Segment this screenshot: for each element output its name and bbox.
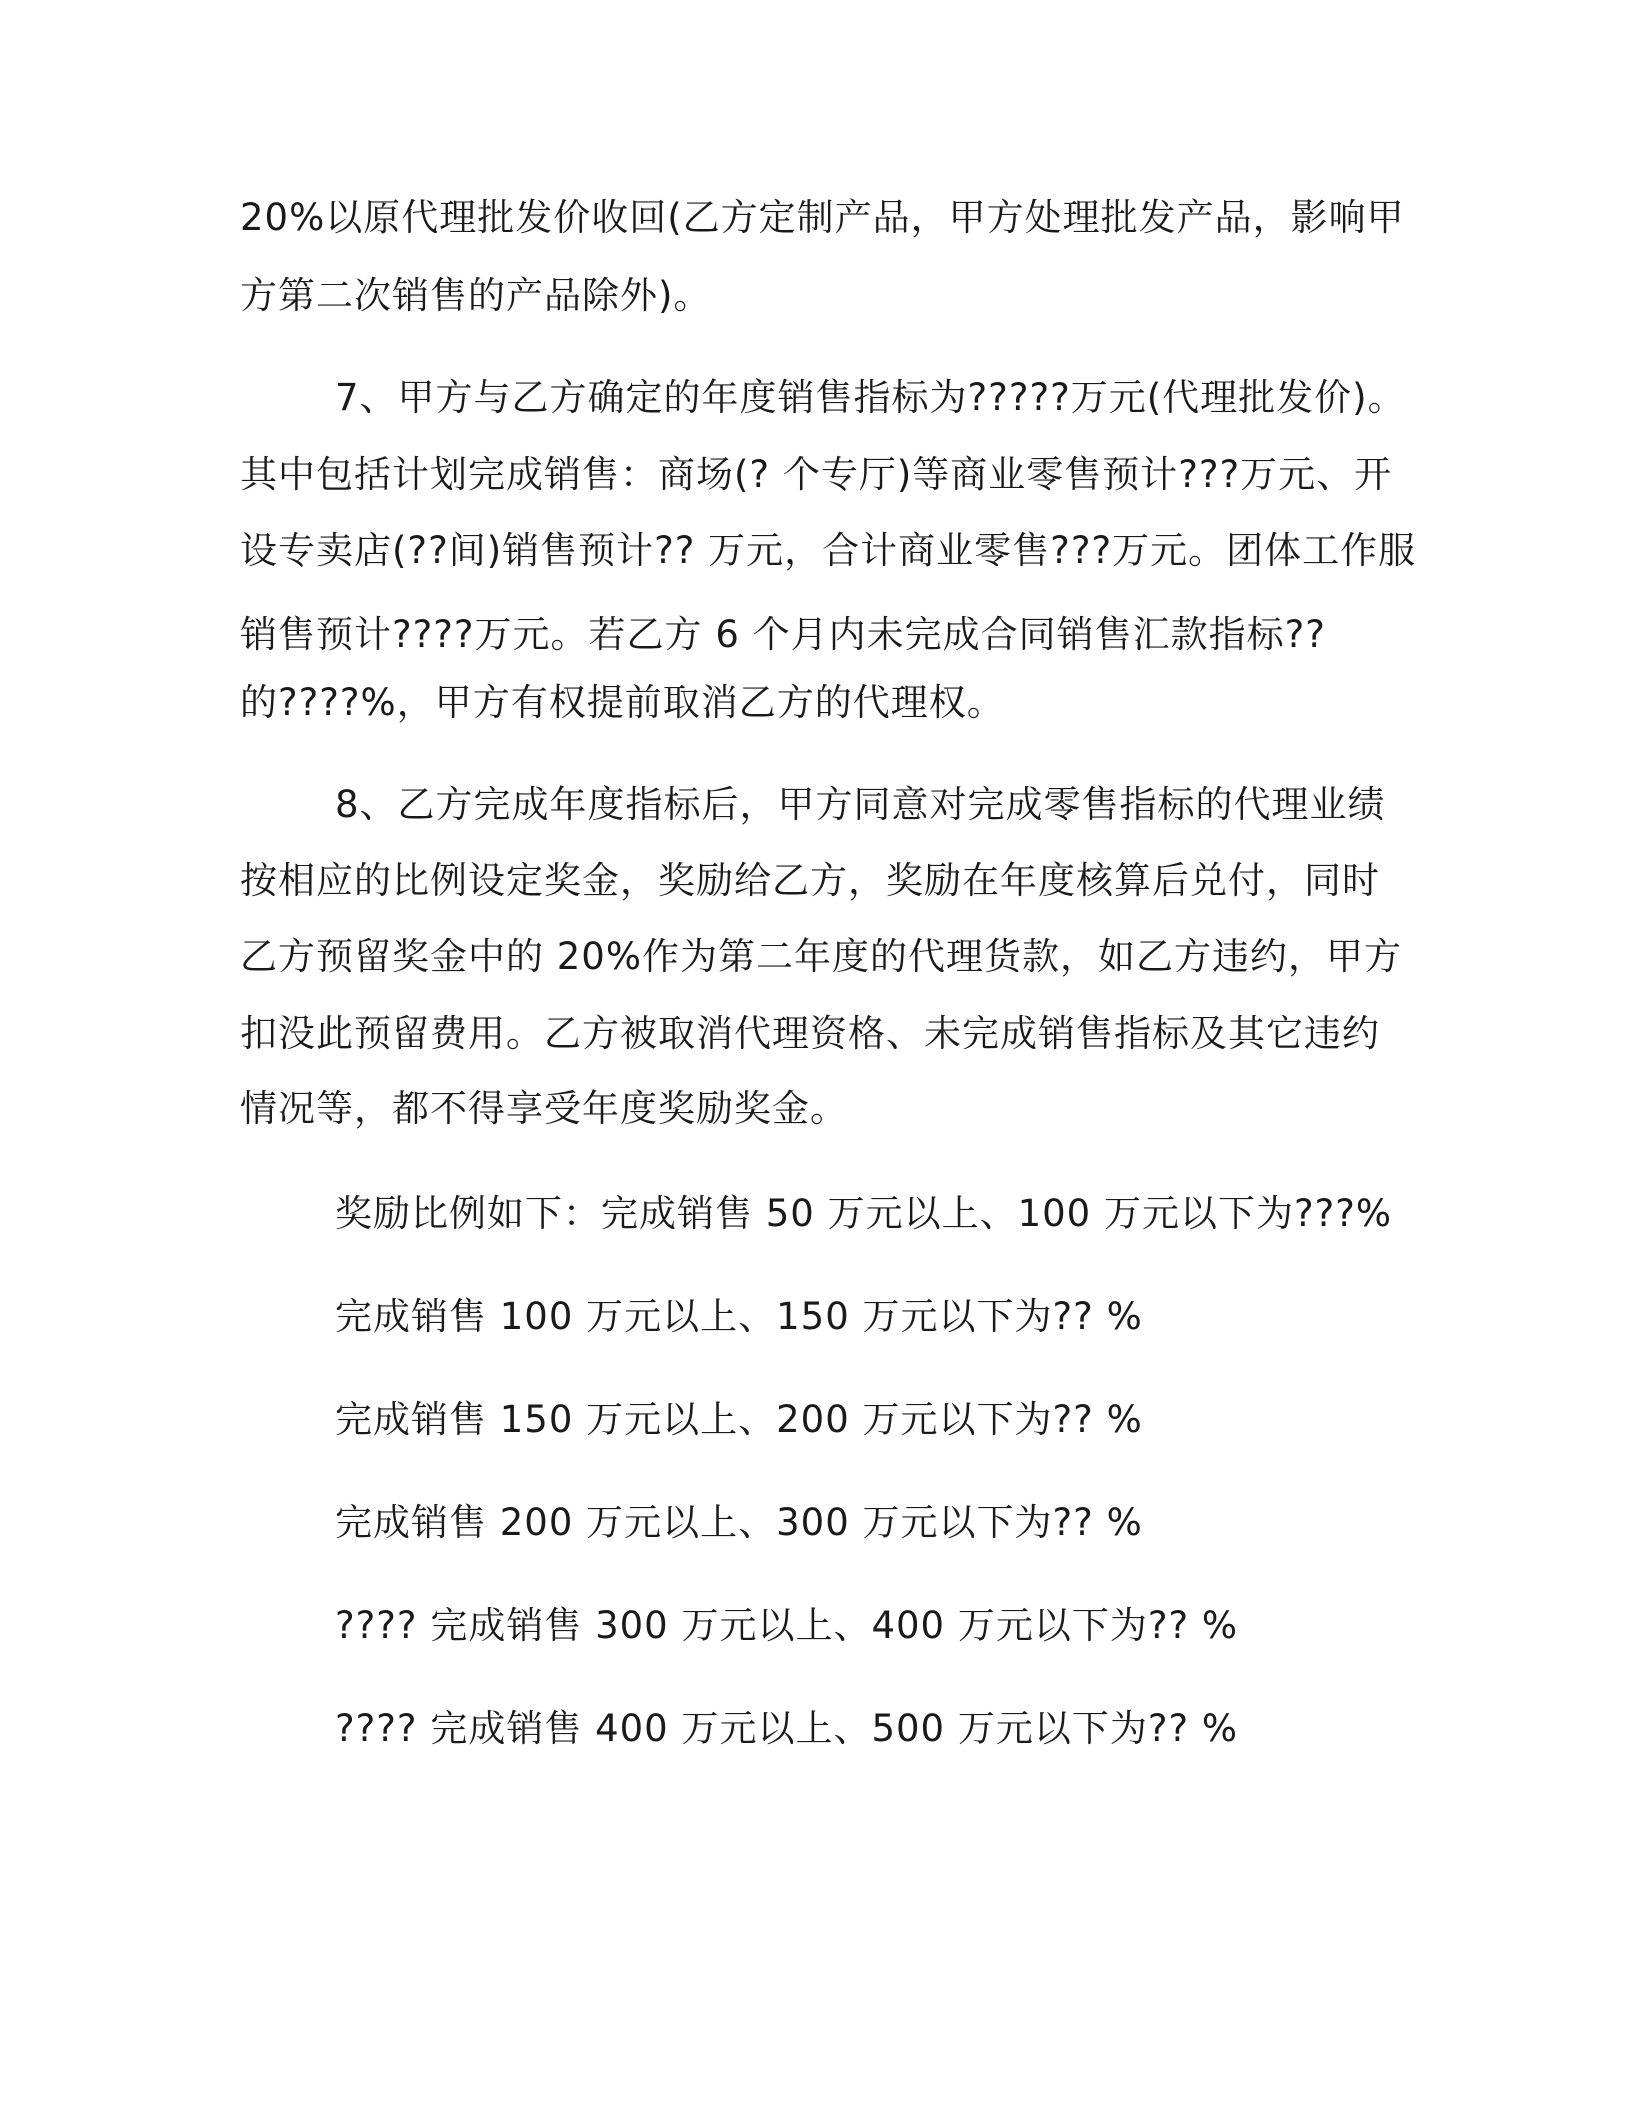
clause-8-heading-line: 8、乙方完成年度指标后，甲方同意对完成零售指标的代理业绩 [335,783,1386,826]
reward-ratio-line: ???? 完成销售 400 万元以上、500 万元以下为?? % [335,1707,1239,1750]
paragraph-line: 其中包括计划完成销售：商场(? 个专厅)等商业零售预计???万元、开 [240,453,1393,496]
paragraph-line: 的????%，甲方有权提前取消乙方的代理权。 [240,681,1005,724]
paragraph-line: 情况等，都不得享受年度奖励奖金。 [240,1087,848,1130]
reward-ratio-line: 完成销售 200 万元以上、300 万元以下为?? % [335,1501,1143,1544]
paragraph-line: 销售预计????万元。若乙方 6 个月内未完成合同销售汇款指标?? [240,613,1326,656]
reward-ratio-line: 奖励比例如下：完成销售 50 万元以上、100 万元以下为???% [335,1192,1393,1235]
paragraph-line: 扣没此预留费用。乙方被取消代理资格、未完成销售指标及其它违约 [240,1012,1380,1055]
paragraph-line: 乙方预留奖金中的 20%作为第二年度的代理货款，如乙方违约，甲方 [240,935,1402,978]
reward-ratio-line: ???? 完成销售 300 万元以上、400 万元以下为?? % [335,1604,1239,1647]
paragraph-line: 方第二次销售的产品除外)。 [240,274,712,317]
paragraph-line: 20%以原代理批发价收回(乙方定制产品，甲方处理批发产品，影响甲 [240,196,1405,239]
paragraph-line: 设专卖店(??间)销售预计?? 万元，合计商业零售???万元。团体工作服 [240,529,1417,572]
reward-ratio-line: 完成销售 100 万元以上、150 万元以下为?? % [335,1295,1143,1338]
clause-7-heading-line: 7、甲方与乙方确定的年度销售指标为?????万元(代理批发价)。 [335,376,1406,419]
paragraph-line: 按相应的比例设定奖金，奖励给乙方，奖励在年度核算后兑付，同时 [240,859,1380,902]
reward-ratio-line: 完成销售 150 万元以上、200 万元以下为?? % [335,1398,1143,1441]
